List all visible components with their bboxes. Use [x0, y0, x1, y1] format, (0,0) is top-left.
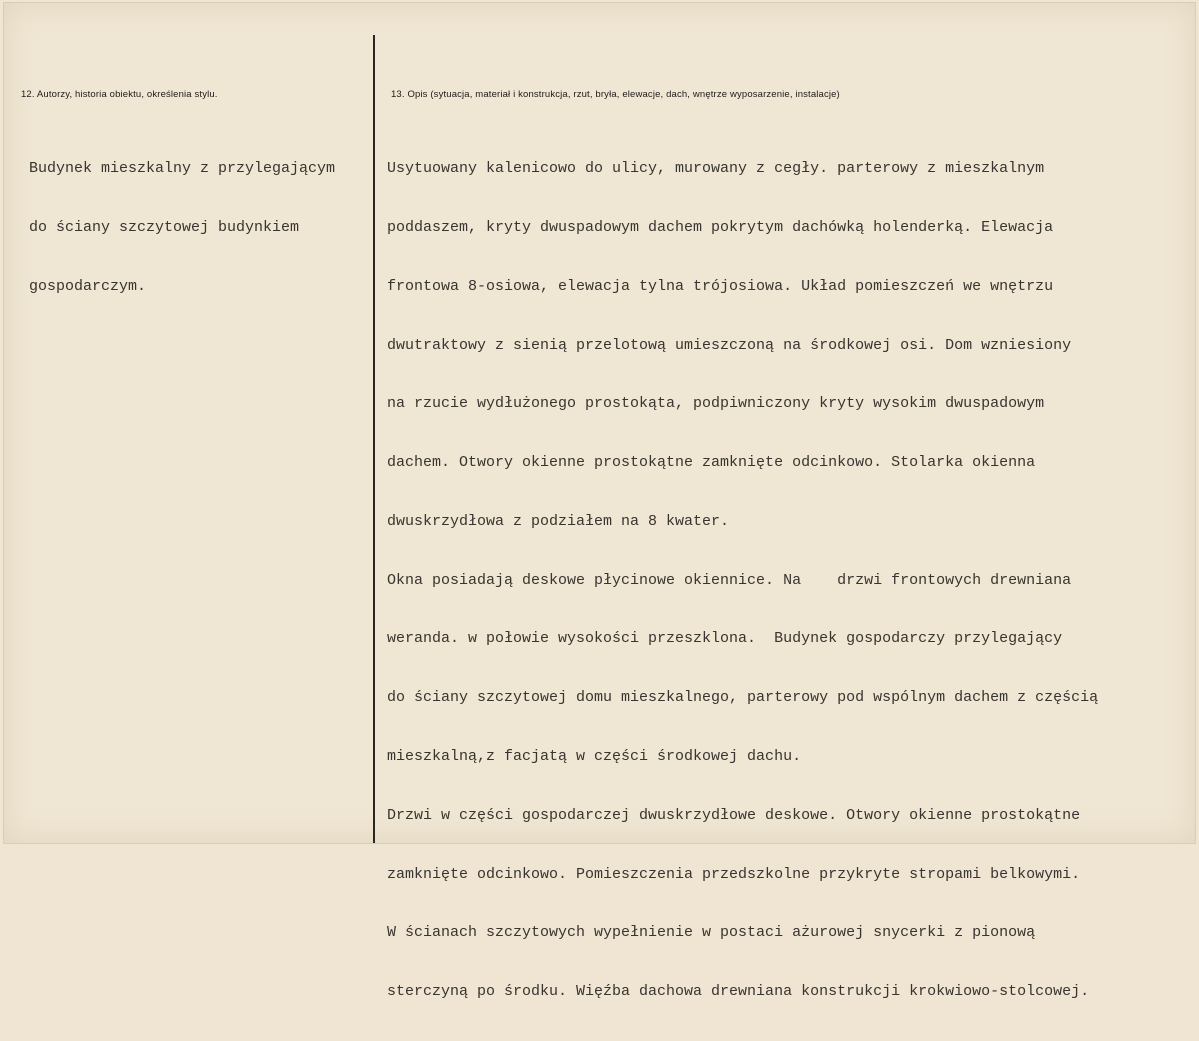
typed-line: Budynek mieszkalny z przylegającym — [29, 160, 336, 178]
typed-line: dwutraktowy z sienią przelotową umieszczoną na środkowej osi. Dom wzniesiony — [387, 336, 1072, 354]
typed-line: weranda. w połowie wysokości przeszklona. Budynek gospodarczy przylegający — [387, 630, 1063, 648]
typed-line: dachem. Otwory okienne prostokątne zamknięte odcinkowo. Stolarka okienna — [387, 454, 1036, 472]
record-card — [3, 2, 1196, 1001]
typed-line: do ściany szczytowej domu mieszkalnego, parterowy pod wspólnym dachem z częścią — [387, 689, 1099, 707]
typed-line: Drzwi w części gospodarczej dwuskrzydłowe deskowe. Otwory okienne prostokątne — [387, 806, 1081, 824]
typed-line: na rzucie wydłużonego prostokąta, podpiwniczony kryty wysokim dwuspadowym — [387, 395, 1045, 413]
typed-line: Okna posiadają deskowe płycinowe okiennice. Na drzwi frontowych drewniana — [387, 571, 1072, 589]
typed-line: zamknięte odcinkowo. Pomieszczenia przedszkolne przykryte stropami belkowymi. — [387, 865, 1081, 883]
column-divider — [373, 35, 375, 843]
typed-line: Usytuowany kalenicowo do ulicy, murowany z cegły. parterowy z mieszkalnym — [387, 160, 1045, 178]
field-12-typed-text — [29, 120, 335, 336]
typed-line: do ściany szczytowej budynkiem — [29, 218, 300, 236]
typed-line: mieszkalną,z facjatą w części środkowej dachu. — [387, 748, 802, 765]
typed-line: poddaszem, kryty dwuspadowym dachem pokrytym dachówką holenderką. Elewacja — [387, 218, 1054, 236]
field-13-heading: 13. Opis (sytuacja, materiał i konstrukcja, rzut, bryła, elewacje, dach, wnętrze wyposarzenie, instalacje) — [391, 89, 840, 100]
typed-line: frontowa 8-osiowa, elewacja tylna trójosiowa. Układ pomieszczeń we wnętrzu — [387, 277, 1054, 295]
field-13-typed-text — [387, 120, 1098, 1041]
typed-line: dwuskrzydłowa z podziałem na 8 kwater. — [387, 512, 730, 530]
typed-line: W ścianach szczytowych wypełnienie w postaci ażurowej snycerki z pionową — [387, 924, 1036, 942]
field-12-heading: 12. Autorzy, historia obiektu, określenia stylu. — [21, 89, 218, 100]
typed-line: sterczyną po środku. Więźba dachowa drewniana konstrukcji krokwiowo-stolcowej. — [387, 983, 1090, 1001]
typed-line: gospodarczym. — [29, 277, 147, 295]
